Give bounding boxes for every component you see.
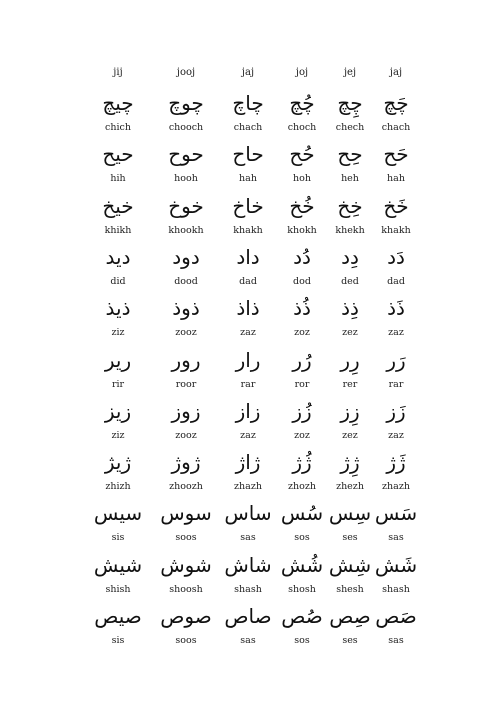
arabic-syllable: ساس xyxy=(224,501,272,526)
transliteration: chech xyxy=(335,122,365,133)
arabic-syllable: زُز xyxy=(292,398,312,423)
arabic-syllable: داد xyxy=(236,244,260,269)
transliteration: chach xyxy=(233,122,263,133)
transliteration: sas xyxy=(388,635,404,646)
arabic-syllable: ذَذ xyxy=(387,296,405,321)
syllable-row xyxy=(0,345,500,396)
arabic-syllable: صِص xyxy=(329,604,371,628)
transliteration: zooz xyxy=(175,429,197,441)
transliteration: shash xyxy=(382,583,410,595)
arabic-syllable: حاح xyxy=(232,142,264,167)
arabic-syllable: حِح xyxy=(337,142,363,167)
transliteration: ded xyxy=(341,275,359,287)
syllable-row xyxy=(0,550,500,601)
arabic-syllable: حَح xyxy=(383,142,409,167)
transliteration: sis xyxy=(111,532,125,544)
arabic-syllable: شاش xyxy=(224,552,272,577)
transliteration: hooh xyxy=(174,173,198,185)
arabic-syllable: سَس xyxy=(374,501,418,526)
arabic-syllable: دُد xyxy=(293,244,311,269)
arabic-syllable: ذیذ xyxy=(105,296,131,321)
transliteration: zez xyxy=(342,429,358,441)
transliteration: shosh xyxy=(288,583,316,595)
transliteration: zhazh xyxy=(382,481,410,493)
arabic-syllable: خیخ xyxy=(102,193,134,218)
transliteration: chach xyxy=(381,122,411,133)
transliteration: hoh xyxy=(293,173,311,185)
arabic-syllable: رور xyxy=(171,347,201,372)
transliteration: khokh xyxy=(287,224,317,236)
transliteration: shish xyxy=(105,583,131,595)
arabic-syllable: حُح xyxy=(289,142,315,167)
transliteration: heh xyxy=(341,173,359,185)
arabic-syllable: دود xyxy=(172,244,200,269)
arabic-syllable: خُخ xyxy=(289,193,315,218)
arabic-syllable: صوص xyxy=(160,604,212,628)
arabic-syllable: سیس xyxy=(93,501,143,526)
arabic-syllable: رار xyxy=(235,347,261,372)
arabic-syllable: چِچ xyxy=(337,91,363,115)
arabic-syllable: ژُژ xyxy=(292,450,312,475)
syllable-row xyxy=(0,498,500,549)
transliteration: zaz xyxy=(388,327,404,339)
transliteration: khakh xyxy=(233,224,263,236)
transliteration: ziz xyxy=(111,327,125,339)
arabic-syllable: ژَژ xyxy=(386,450,406,475)
transliteration: soos xyxy=(175,635,197,646)
arabic-syllable: رَر xyxy=(386,347,406,372)
transliteration: rar xyxy=(240,378,256,390)
syllable-row xyxy=(0,601,500,652)
arabic-syllable: خِخ xyxy=(337,193,363,218)
transliteration: chooch xyxy=(168,122,204,133)
header-cell: jij xyxy=(113,67,123,78)
arabic-syllable: ژاژ xyxy=(235,450,261,475)
arabic-syllable: زاز xyxy=(235,398,261,423)
arabic-syllable: ریر xyxy=(104,347,132,372)
transliteration: ror xyxy=(294,378,310,390)
header-cell: joj xyxy=(295,67,309,78)
header-cell: jaj xyxy=(241,67,255,78)
arabic-syllable: سُس xyxy=(280,501,324,526)
transliteration: khookh xyxy=(168,224,204,236)
transliteration: sas xyxy=(240,532,256,544)
transliteration: zaz xyxy=(388,429,404,441)
arabic-syllable: شُش xyxy=(280,552,324,577)
transliteration: shoosh xyxy=(169,583,203,595)
arabic-syllable: ژِژ xyxy=(340,450,360,475)
transliteration: chich xyxy=(105,122,131,133)
transliteration: zaz xyxy=(240,327,256,339)
transliteration: did xyxy=(110,275,126,287)
arabic-syllable: چُچ xyxy=(289,91,315,115)
transliteration: zhoozh xyxy=(169,481,203,493)
transliteration: zez xyxy=(342,327,358,339)
transliteration: zoz xyxy=(294,429,310,441)
transliteration: zhozh xyxy=(288,481,316,493)
arabic-syllable: دَد xyxy=(387,244,405,269)
arabic-syllable: چاچ xyxy=(232,91,264,115)
syllable-row xyxy=(0,396,500,447)
transliteration: soos xyxy=(175,532,197,544)
transliteration: hah xyxy=(387,173,405,185)
transliteration: shesh xyxy=(336,583,364,595)
transliteration: dad xyxy=(387,275,405,287)
arabic-syllable: چوچ xyxy=(168,91,204,115)
transliteration: sos xyxy=(294,532,310,544)
arabic-syllable: صَص xyxy=(375,604,417,628)
arabic-syllable: خوخ xyxy=(168,193,204,218)
syllable-row xyxy=(0,88,500,139)
arabic-syllable: رُر xyxy=(292,347,312,372)
syllable-row xyxy=(0,191,500,242)
arabic-syllable: زَز xyxy=(386,398,406,423)
transliteration: zhezh xyxy=(336,481,364,493)
arabic-syllable: شَش xyxy=(374,552,418,577)
arabic-syllable: ذاذ xyxy=(236,296,260,321)
transliteration: dod xyxy=(293,275,311,287)
arabic-syllable: رِر xyxy=(340,347,360,372)
transliteration: roor xyxy=(175,378,197,390)
transliteration: shash xyxy=(234,583,262,595)
arabic-syllable: زیز xyxy=(104,398,132,423)
arabic-syllable: زوز xyxy=(171,398,201,423)
arabic-syllable: شوش xyxy=(160,552,212,577)
transliteration: rer xyxy=(342,378,358,390)
arabic-syllable: سِس xyxy=(328,501,372,526)
transliteration: khikh xyxy=(104,224,132,236)
arabic-syllable: زِز xyxy=(340,398,360,423)
transliteration: rir xyxy=(111,378,125,390)
arabic-syllable: چیچ xyxy=(102,91,134,115)
transliteration: hih xyxy=(110,173,126,185)
arabic-syllable: ژوژ xyxy=(171,450,201,475)
arabic-syllable: صیص xyxy=(94,604,142,628)
transliteration: zoz xyxy=(294,327,310,339)
header-cell: jaj xyxy=(389,67,403,78)
arabic-syllable: ذِذ xyxy=(341,296,359,321)
header-cell: jej xyxy=(343,67,357,78)
transliteration: hah xyxy=(239,173,257,185)
arabic-syllable: صاص xyxy=(224,604,272,628)
transliteration: ses xyxy=(342,532,358,544)
transliteration: rar xyxy=(388,378,404,390)
transliteration: ses xyxy=(342,635,358,646)
arabic-syllable: سوس xyxy=(160,501,212,526)
syllable-row xyxy=(0,447,500,498)
arabic-syllable: شِش xyxy=(328,552,372,577)
arabic-syllable: ژیژ xyxy=(104,450,132,475)
syllable-row xyxy=(0,293,500,344)
arabic-syllable: ذُذ xyxy=(293,296,311,321)
transliteration: sos xyxy=(294,635,310,646)
syllable-row xyxy=(0,139,500,190)
transliteration: zhazh xyxy=(234,481,262,493)
arabic-syllable: ذوذ xyxy=(172,296,200,321)
transliteration: sas xyxy=(240,635,256,646)
transliteration: choch xyxy=(287,122,317,133)
transliteration: sas xyxy=(388,532,404,544)
arabic-syllable: حوح xyxy=(168,142,204,167)
transliteration: khekh xyxy=(335,224,365,236)
transliteration: sis xyxy=(111,635,125,646)
arabic-syllable: دید xyxy=(105,244,131,269)
transliteration: khakh xyxy=(381,224,411,236)
header-row xyxy=(0,66,500,82)
transliteration: dad xyxy=(239,275,257,287)
transliteration: dood xyxy=(174,275,198,287)
transliteration: zaz xyxy=(240,429,256,441)
arabic-syllable: شیش xyxy=(93,552,143,577)
header-cell: jooj xyxy=(176,67,196,78)
arabic-syllable: حیح xyxy=(102,142,134,167)
arabic-syllable: خاخ xyxy=(232,193,264,218)
arabic-syllable: صُص xyxy=(281,604,323,628)
arabic-syllable: چَچ xyxy=(383,91,409,115)
arabic-syllable: دِد xyxy=(341,244,359,269)
transliteration: ziz xyxy=(111,429,125,441)
transliteration: zhizh xyxy=(105,481,131,493)
syllable-row xyxy=(0,242,500,293)
transliteration: zooz xyxy=(175,327,197,339)
arabic-syllable: خَخ xyxy=(383,193,409,218)
